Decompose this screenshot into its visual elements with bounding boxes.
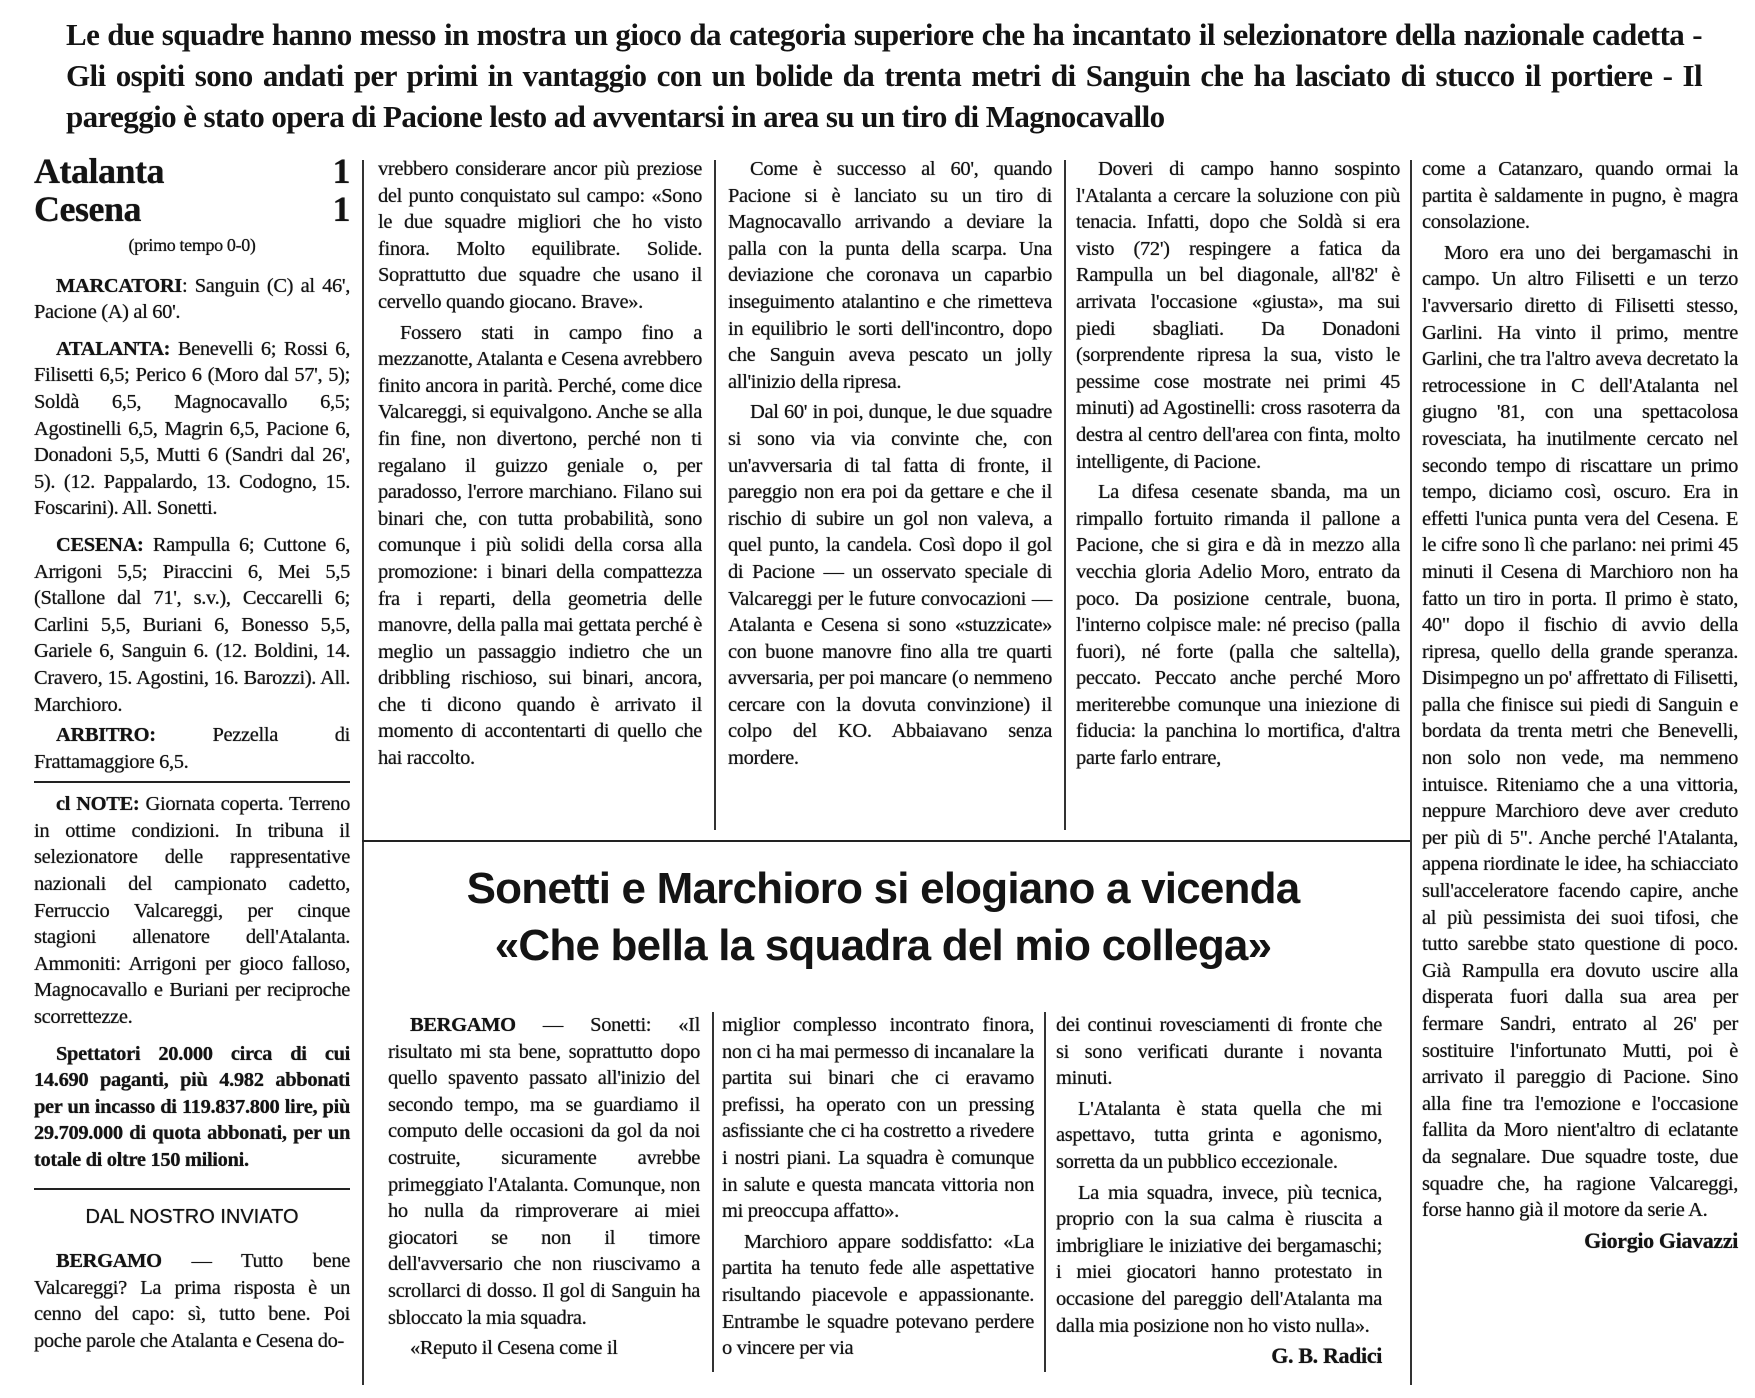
column-rule — [1064, 160, 1066, 830]
article-paragraph: Doveri di campo hanno sospinto l'Atalanta a cercare la soluzione con più tenacia. Infatti, dopo che Soldà si era visto (72') respingere a fatica da Rampulla un bel diagonale, all'82' è arrivata l'occasione «giusta», ma sui piedi sbagliati. Da Donadoni (sorprendente ripresa la sua, visto le pessime cose mostrate nei primi 45 minuti) ad Agostinelli: cross rasoterra da destra al centro dell'area con finta, molto intelligente, di Pacione. — [1076, 158, 1400, 473]
column-rule — [1410, 160, 1412, 1385]
article-column-2 — [378, 156, 702, 776]
spectators: Spettatori 20.000 circa di cui 14.690 paganti, più 4.982 abbonati per un incasso di 119.837.800 lire, più 29.709.000 di quota abbonati, per un totale di oltre 150 milioni. — [34, 1042, 350, 1171]
headline-line-2: «Che bella la squadra del mio collega» — [494, 921, 1272, 970]
article-paragraph: L'Atalanta è stata quella che mi aspettavo, tutta grinta e agonismo, sorretta da un pubblico eccezionale. — [1056, 1097, 1382, 1173]
column-rule — [714, 160, 716, 830]
article-paragraph: «Reputo il Cesena come il — [410, 1337, 618, 1360]
article-paragraph: dei continui rovesciamenti di fronte che si sono verificati durante i novanta minuti. — [1056, 1014, 1382, 1090]
article-column-4 — [1076, 156, 1400, 776]
byline-label: DAL NOSTRO INVIATO — [85, 1205, 299, 1228]
article-paragraph: Moro era uno dei bergamaschi in campo. Un altro Filisetti e un terzo l'avversario diretto di Filisetti stesso, Garlini. Ha vinto il primo, mentre Garlini, che tra l'altro aveva decretato la retrocessione in C dell'Atalanta nel giugno '81, con una spettacolosa rovesciata, ha inutilmente cercato nel secondo tempo di riscattare un primo tempo, diciamo così, oscuro. Era in effetti l'unica punta vera del Cesena. E le cifre sono lì che parlano: nei primi 45 minuti il Cesena di Marchioro non ha fatto un tiro in porta. Il primo è stato, 40" dopo il fischio di avvio della ripresa, quello della grande speranza. Disimpegno un po' affrettato di Filisetti, palla che finisce sui piedi di Sanguin e bordata da trenta metri che Benevelli, non solo non vede, ma nemmeno intuisce. Riteniamo che a una vittoria, neppure Marchioro deve aver creduto per più di 5". Anche perché l'Atalanta, appena riordinate le idee, ha schiacciato sull'acceleratore facendo capire, anche al più pessimista dei suoi tifosi, che tutto sarebbe stato questione di poco. Già Rampulla era dovuto uscire alla disperata fuori dalla sua area per fermare Sandri, entrato al 26' per sostituire l'infortunato Mutti, poi è arrivato il pareggio di Pacione. Sino alla fine tra l'emozione e l'occasione fallita da Moro nient'altro di eclatante da segnalare. Due squadre toste, due squadre che, ha ragione Valcareggi, forse hanno già il motore da serie A. — [1422, 241, 1738, 1222]
article-paragraph: La mia squadra, invece, più tecnica, proprio con la sua calma è riuscita a imbrigliare le iniziative dei bergamaschi; i miei giocatori hanno protestato in occasione del pareggio dell'Atalanta ma dalla mia posizione non ho visto nulla». — [1056, 1181, 1382, 1337]
half-time-score: (primo tempo 0-0) — [128, 235, 256, 255]
score-home — [34, 152, 350, 190]
scorers: MARCATORI: Sanguin (C) al 46', Pacione (A) al 60'. — [34, 274, 350, 324]
away-team: Cesena — [34, 189, 141, 229]
divider — [34, 1188, 350, 1190]
column-rule — [1044, 1012, 1046, 1372]
home-team: Atalanta — [34, 151, 164, 191]
lineup-atalanta: ATALANTA: Benevelli 6; Rossi 6, Filisetti 6,5; Perico 6 (Moro dal 57', 5); Soldà 6,5, Magnocavallo 6,5; Agostinelli 6,5, Magrin 6,5, Pacione 6, Donadoni 5,5, Mutti 6 (Sandri dal 26', 5). (12. Pappalardo, 13. Codogno, 15. Foscarini). All. Sonetti. — [34, 337, 350, 520]
divider — [34, 781, 350, 783]
article-paragraph: Fossero stati in campo fino a mezzanotte, Atalanta e Cesena avrebbero finito ancora in parità. Perché, come dice Valcareggi, si equivalgono. Anche se alla fin fine, non divertono, perché non ti regalano il guizzo geniale o, per paradosso, l'errore marchiano. Filano sui binari che, con tutta probabilità, sono comunque i più solidi della corsa alla promozione: i binari della compattezza fra i reparti, della geometria delle manovre, della palla mai gettata perché è meglio un passaggio indietro che un dribbling rischioso, sui binari, ancora, che ti dicono quando è arrivato il momento di accontentarti di quello che hai raccolto. — [378, 321, 702, 770]
side-article-headline — [368, 860, 1398, 974]
side-column-3 — [1056, 1012, 1382, 1374]
article-paragraph: Marchioro appare soddisfatto: «La partita ha tenuto fede alle aspettative risultando piacevole e appassionante. Entrambe le squadre potevano perdere o vincere per via — [722, 1230, 1034, 1360]
notes: cl NOTE: Giornata coperta. Terreno in ottime condizioni. In tribuna il selezionatore delle rappresentative nazionali del campionato cadetto, Ferruccio Valcareggi, per cinque stagioni allenatore dell'Atalanta. Ammoniti: Arrigoni per gioco falloso, Magnocavallo e Buriani per reciproche scorrettezze. — [34, 793, 350, 1029]
author-signature: Giorgio Giavazzi — [1584, 1227, 1738, 1253]
article-paragraph: La difesa cesenate sbanda, ma un rimpallo fortuito rimanda il pallone a Pacione, che si gira e dà in mezzo alla vecchia gloria Adelio Moro, entrato da poco. Da posizione centrale, buona, l'interno colpisce male: né preciso (palla fuori), né forte (palla che saltella), peccato. Peccato anche perché Moro meriterebbe comunque una iniezione di fiducia: la panchina lo mortifica, d'altra parte farlo entrare, — [1076, 481, 1400, 770]
away-score: 1 — [332, 189, 350, 229]
lineup-cesena: CESENA: Rampulla 6; Cuttone 6, Arrigoni 5,5; Piraccini 6, Mei 5,5 (Stallone dal 71', s.v.), Ceccarelli 6; Carlini 5,5, Buriani 6, Bonesso 5,5, Gariele 6, Sanguin 6. (12. Boldini, 14. Cravero, 15. Agostini, 16. Barozzi). All. Marchioro. — [34, 533, 350, 716]
referee: ARBITRO: Pezzella di Frattamaggiore 6,5. — [34, 724, 350, 773]
home-score: 1 — [332, 151, 350, 191]
article-column-5 — [1422, 156, 1738, 1258]
article-paragraph: BERGAMO — Sonetti: «Il risultato mi sta bene, soprattutto dopo quello spavento passato all'inizio del secondo tempo, ma se guardiamo il computo delle occasioni da gol da noi costruite, sicuramente avrebbe primeggiato l'Atalanta. Comunque, non ho nulla da rimproverare ai miei giocatori se non il timore dell'avversario che non riuscivamo a scrollarci di dosso. Il gol di Sanguin ha sbloccato la mia squadra. — [388, 1014, 700, 1329]
column-rule — [712, 1012, 714, 1372]
article-paragraph: Dal 60' in poi, dunque, le due squadre si sono via via convinte che, con un'avversaria di tal fatta di fronte, il pareggio non era poi da gettare e che il rischio di subire un gol non valeva, a quel punto, la candela. Così dopo il gol di Pacione — un osservato speciale di Valcareggi per le future convocazioni — Atalanta e Cesena si sono «stuzzicate» con buone manovre fino alla tre quarti avversaria, per poi mancare (o nemmeno cercare con la dovuta convinzione) il colpo del KO. Abbaiavano senza mordere. — [728, 401, 1052, 770]
section-rule — [362, 840, 1410, 842]
author-signature: G. B. Radici — [1271, 1343, 1382, 1369]
article-paragraph: BERGAMO — Tutto bene Valcareggi? La prima risposta è un cenno del capo: sì, tutto bene. Poi poche parole che Atalanta e Cesena do- — [34, 1250, 350, 1352]
article-paragraph: miglior complesso incontrato finora, non ci ha mai permesso di incanalare la partita sui binari che ci eravamo prefissi, ha operato con un pressing asfissiante che ci ha costretto a rivedere i nostri piani. La squadra è comunque in salute e questa mancata vittoria non mi preoccupa affatto». — [722, 1014, 1034, 1223]
article-paragraph: vrebbero considerare ancor più preziose del punto conquistato sul campo: «Sono le due squadre migliori che ho visto finora. Molto equilibrate. Solide. Soprattutto due squadre che usano il cervello quando giocano. Brave». — [378, 158, 702, 313]
column-rule — [362, 160, 364, 1385]
article-paragraph: Come è successo al 60', quando Pacione si è lanciato su un tiro di Magnocavallo arrivando a deviare la palla con la punta della scarpa. Una deviazione che coronava un caparbio inseguimento atalantino e che rimetteva in equilibrio le sorti dell'incontro, dopo che Sanguin aveva pescato un jolly all'inizio della ripresa. — [728, 158, 1052, 393]
headline-line-1: Sonetti e Marchioro si elogiano a vicenda — [466, 864, 1300, 913]
match-card-column — [34, 152, 350, 1359]
article-deck: Le due squadre hanno messo in mostra un gioco da categoria superiore che ha incantato il selezionatore della nazionale cadetta - Gli ospiti sono andati per primi in vantaggio con un bolide da trenta metri di Sanguin che ha lasciato di stucco il portiere - Il pareggio è stato opera di Pacione lesto ad avventarsi in area su un tiro di Magnocavallo — [66, 17, 1702, 134]
side-column-1 — [388, 1012, 700, 1366]
side-column-2 — [722, 1012, 1034, 1366]
article-paragraph: come a Catanzaro, quando ormai la partita è saldamente in pugno, è magra consolazione. — [1422, 158, 1738, 234]
score-away — [34, 190, 350, 228]
article-column-3 — [728, 156, 1052, 776]
